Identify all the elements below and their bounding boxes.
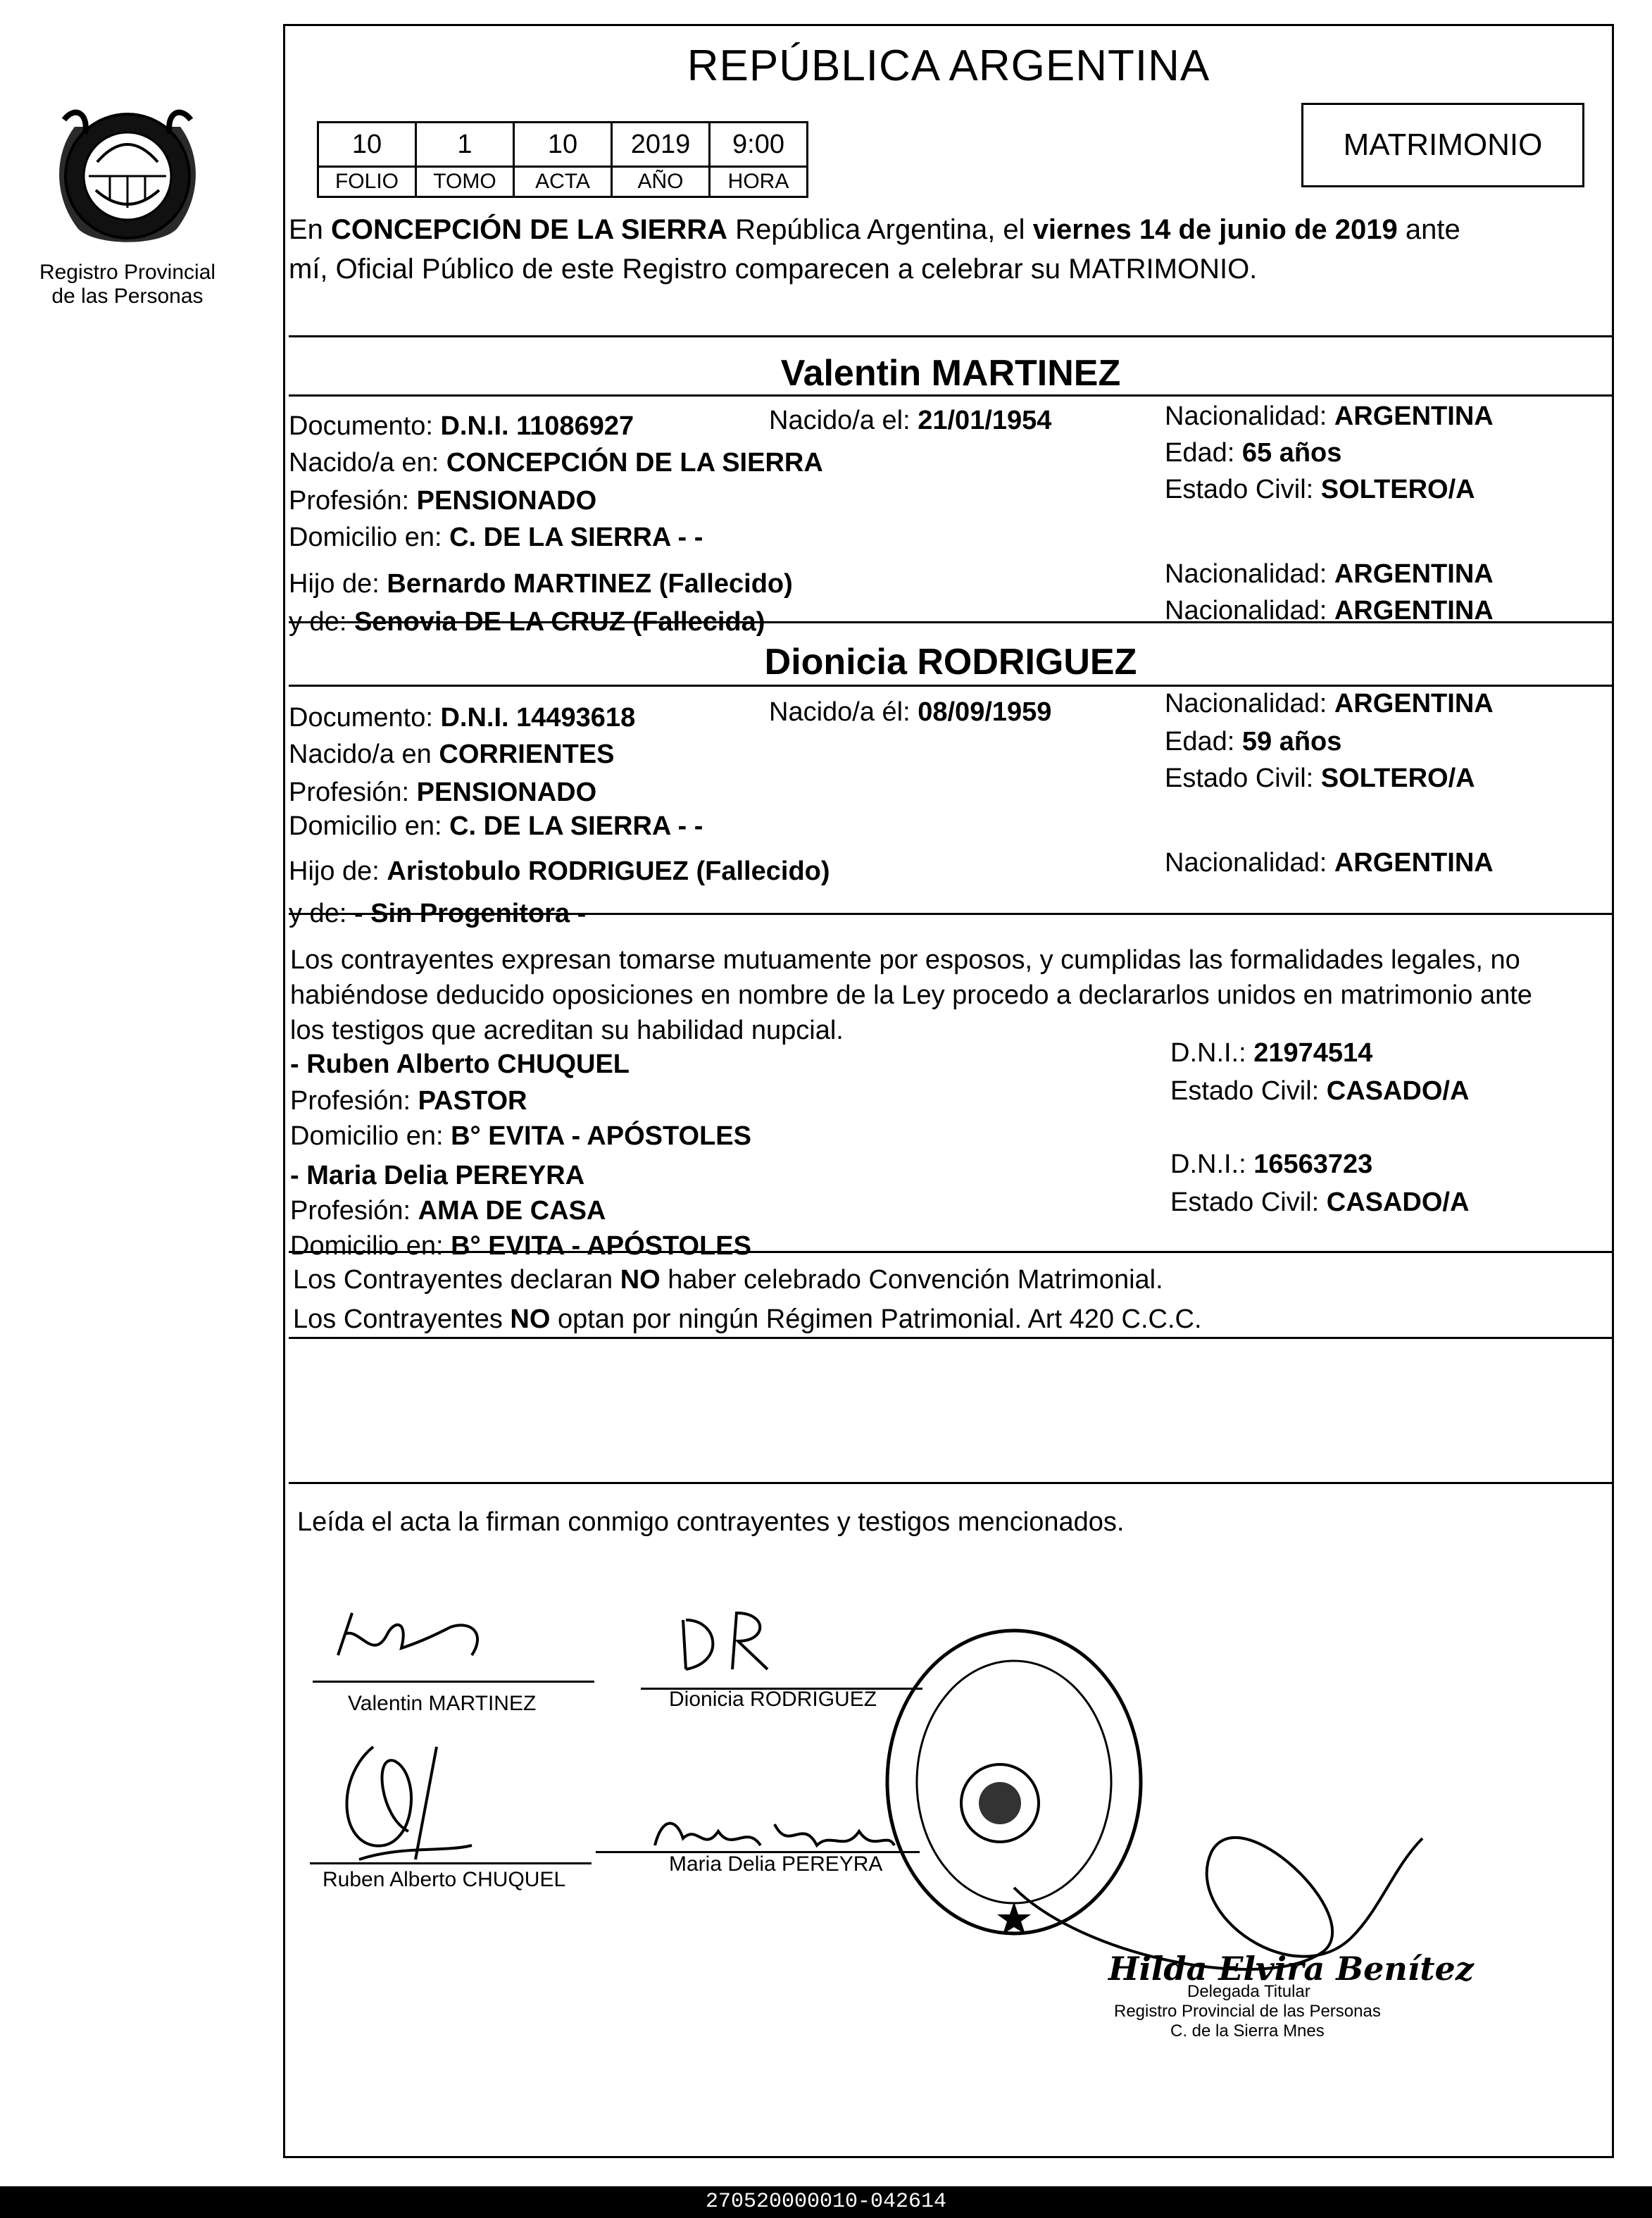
act-type-box: MATRIMONIO	[1301, 103, 1584, 187]
registry-table	[317, 121, 808, 198]
party2-father-nationality: Nacionalidad: ARGENTINA	[1165, 848, 1494, 878]
signature-caption-ruben: Ruben Alberto CHUQUEL	[323, 1868, 566, 1891]
folio-label: FOLIO	[318, 167, 416, 197]
tomo-value: 1	[416, 123, 514, 167]
official-registry: Registro Provincial de las Personas	[1114, 2002, 1381, 2021]
page-title: REPÚBLICA ARGENTINA	[687, 42, 1210, 90]
official-handwritten-name: Hilda Elvira Benítez	[1108, 1950, 1474, 1988]
witness2-name: - Maria Delia PEREYRA	[290, 1161, 585, 1190]
signature-caption-dionicia: Dionicia RODRIGUEZ	[669, 1688, 877, 1711]
witness1-profession: Profesión: PASTOR	[290, 1086, 527, 1116]
witness1-civil-status: Estado Civil: CASADO/A	[1170, 1076, 1470, 1106]
party1-birthplace: Nacido/a en: CONCEPCIÓN DE LA SIERRA	[289, 448, 823, 478]
party2-name: Dionicia RODRIGUEZ	[764, 642, 1137, 683]
witness2-domicile: Domicilio en: B° EVITA - APÓSTOLES	[290, 1231, 751, 1261]
witness2-profession: Profesión: AMA DE CASA	[290, 1196, 606, 1226]
divider	[289, 1337, 1614, 1339]
tomo-label: TOMO	[416, 167, 514, 197]
declaration-paragraph: Los contrayentes expresan tomarse mutuamente por esposos, y cumplidas las formalidades legales, no habiéndose deducido oposiciones en nombre de la Ley procedo a declararlos unidos en matrimonio ante los testigos que acreditan su habilidad nupcial.	[290, 945, 1532, 1045]
party1-civil-status: Estado Civil: SOLTERO/A	[1165, 475, 1475, 504]
regime-line2: Los Contrayentes NO optan por ningún Régimen Patrimonial. Art 420 C.C.C.	[293, 1304, 1202, 1334]
regime-line1: Los Contrayentes declaran NO haber celebrado Convención Matrimonial.	[293, 1265, 1163, 1295]
signature-caption-maria: Maria Delia PEREYRA	[669, 1852, 883, 1876]
party2-age: Edad: 59 años	[1165, 727, 1342, 756]
party2-mother: y de: - Sin Progenitora -	[289, 899, 587, 928]
hour-value: 9:00	[710, 123, 808, 167]
divider	[289, 1482, 1614, 1484]
document-barcode: 270520000010-042614	[0, 2186, 1652, 2218]
witness1-name: - Ruben Alberto CHUQUEL	[290, 1049, 630, 1079]
party1-nationality: Nacionalidad: ARGENTINA	[1165, 401, 1494, 431]
logo-caption-line1: Registro Provincial	[39, 261, 216, 284]
witness2-civil-status: Estado Civil: CASADO/A	[1170, 1188, 1470, 1217]
intro-line2: mí, Oficial Público de este Registro comparecen a celebrar su MATRIMONIO.	[289, 254, 1258, 285]
party1-father-nationality: Nacionalidad: ARGENTINA	[1165, 559, 1494, 589]
party2-nationality: Nacionalidad: ARGENTINA	[1165, 689, 1494, 718]
divider	[289, 685, 1614, 687]
signature-line	[313, 1681, 594, 1683]
witness2-dni: D.N.I.: 16563723	[1170, 1150, 1373, 1179]
signature-valentin	[331, 1599, 500, 1683]
party1-name: Valentin MARTINEZ	[780, 353, 1121, 394]
witness1-dni: D.N.I.: 21974514	[1170, 1038, 1373, 1068]
party1-birthdate: Nacido/a el: 21/01/1954	[769, 406, 1052, 435]
signature-ruben	[331, 1733, 500, 1867]
party2-domicile: Domicilio en: C. DE LA SIERRA - -	[289, 811, 703, 841]
party1-father: Hijo de: Bernardo MARTINEZ (Fallecido)	[289, 569, 793, 599]
year-label: AÑO	[612, 167, 710, 197]
year-value: 2019	[612, 123, 710, 167]
party2-birthplace: Nacido/a en CORRIENTES	[289, 740, 615, 769]
registry-logo	[35, 77, 220, 309]
hour-label: HORA	[710, 167, 808, 197]
party2-civil-status: Estado Civil: SOLTERO/A	[1165, 764, 1475, 793]
acta-value: 10	[514, 123, 612, 167]
official-location: C. de la Sierra Mnes	[1170, 2021, 1325, 2041]
party1-age: Edad: 65 años	[1165, 438, 1342, 468]
logo-caption-line2: de las Personas	[51, 285, 204, 308]
signature-line	[310, 1862, 592, 1864]
party1-mother-nationality: Nacionalidad: ARGENTINA	[1165, 596, 1494, 625]
official-title: Delegada Titular	[1187, 1982, 1310, 2001]
party1-mother: y de: Senovia DE LA CRUZ (Fallecida)	[289, 607, 765, 637]
acta-label: ACTA	[514, 167, 612, 197]
party2-profession: Profesión: PENSIONADO	[289, 778, 597, 807]
party2-birthdate: Nacido/a él: 08/09/1959	[769, 697, 1052, 727]
divider	[289, 394, 1614, 397]
folio-value: 10	[318, 123, 416, 167]
signature-caption-valentin: Valentin MARTINEZ	[348, 1692, 537, 1715]
province-seal-icon	[46, 77, 208, 254]
party2-father: Hijo de: Aristobulo RODRIGUEZ (Fallecido)	[289, 856, 830, 886]
party1-domicile: Domicilio en: C. DE LA SIERRA - -	[289, 523, 703, 552]
witness1-domicile: Domicilio en: B° EVITA - APÓSTOLES	[290, 1121, 751, 1151]
party1-document: Documento: D.N.I. 11086927	[289, 411, 634, 441]
intro-date: viernes 14 de junio de 2019	[1032, 214, 1398, 245]
party2-document: Documento: D.N.I. 14493618	[289, 703, 636, 733]
intro-paragraph: En CONCEPCIÓN DE LA SIERRA República Argentina, el viernes 14 de junio de 2019 ante mí, Oficial Público de este Registro comparecen a celebrar su MATRIMONIO.	[289, 214, 1460, 285]
signature-dionicia	[676, 1606, 789, 1683]
party1-profession: Profesión: PENSIONADO	[289, 486, 597, 516]
closing-statement: Leída el acta la firman conmigo contrayentes y testigos mencionados.	[297, 1507, 1125, 1537]
intro-city: CONCEPCIÓN DE LA SIERRA	[331, 214, 728, 245]
divider	[289, 335, 1614, 337]
